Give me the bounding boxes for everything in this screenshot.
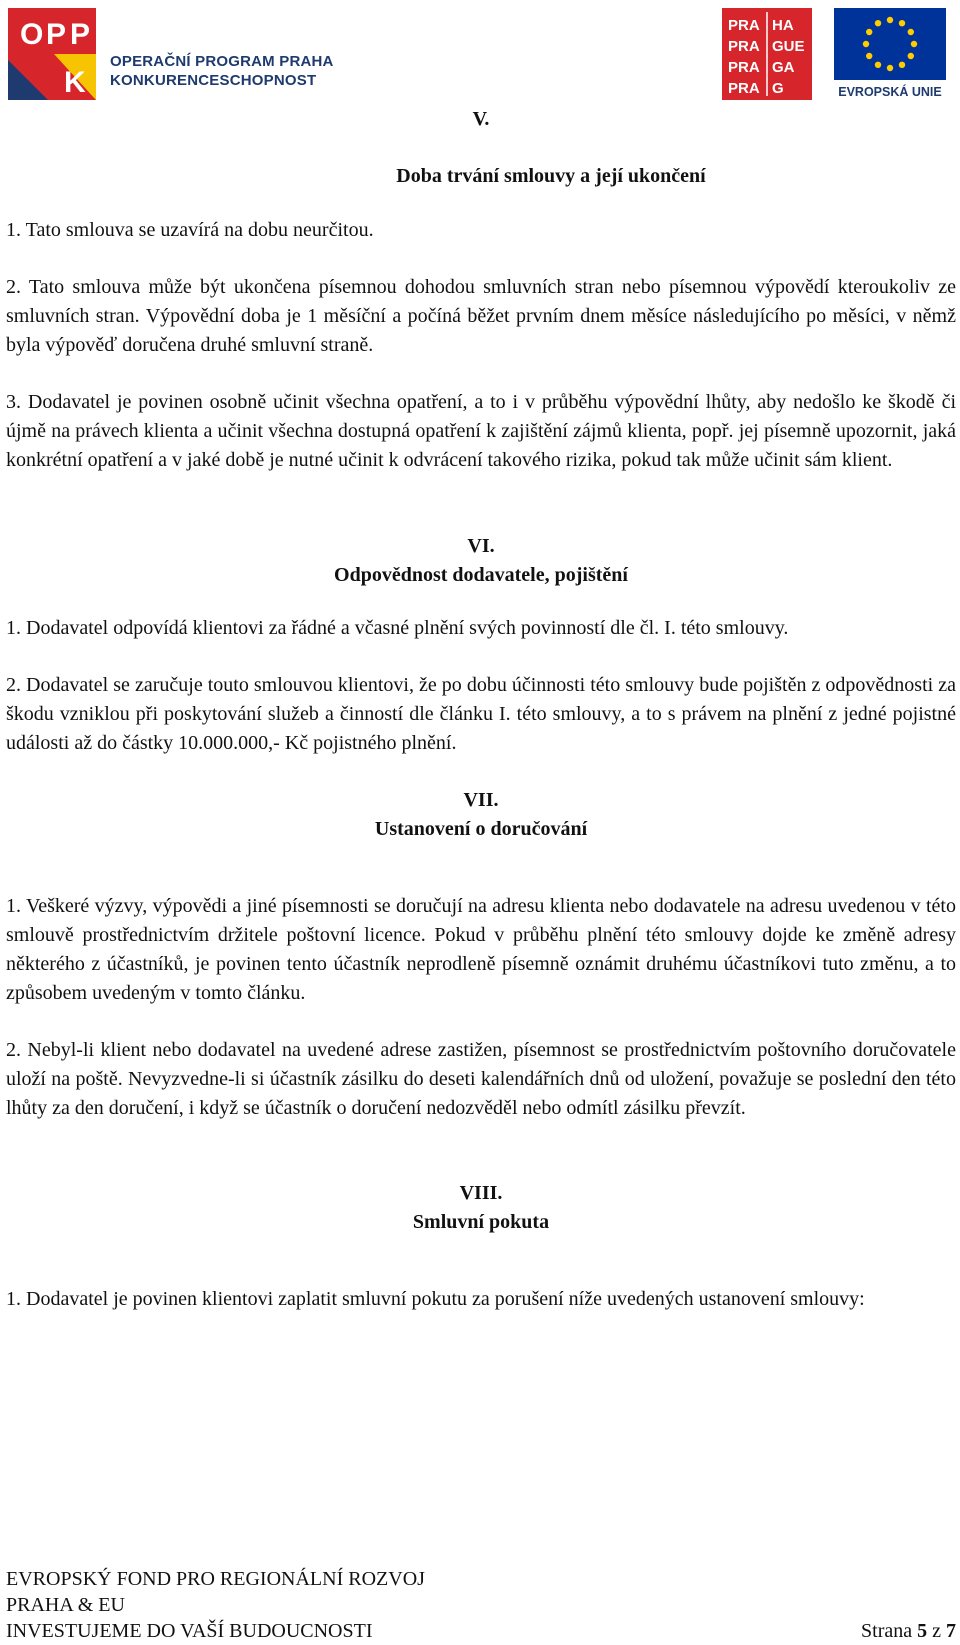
page-header — [0, 0, 960, 110]
praha-cell: GUE — [772, 38, 805, 55]
section-7-paragraph-1: 1. Veškeré výzvy, výpovědi a jiné písemnosti se doručují na adresu klienta nebo dodavatele na adresu uvedenou v této smlouvě prostřednictvím držitele poštovní licence. Pokud v průběhu plnění této smlouvy dojde ke změně adresy některého z účastníků, je povinen tento účastník neprodleně písemně oznámit druhému účastníkovi tuto změnu, a to způsobem uvedeným v tomto článku. — [6, 895, 956, 1004]
eu-flag-logo — [830, 8, 950, 100]
section-5-paragraph-3: 3. Dodavatel je povinen osobně učinit všechna opatření, a to i v průběhu výpovědní lhůty, aby nedošlo ke škodě či újmě na právech klienta a učinit všechna dostupná opatření k zajištění zájmů klienta, popř. jej písemně upozornit, jaká konkrétní opatření a v jaké době je nutné učinit k odvrácení takového rizika, pokud tak může učinit sám klient. — [6, 391, 956, 471]
opp-line-1: OPERAČNÍ PROGRAM PRAHA — [110, 53, 334, 70]
document-body — [6, 105, 956, 1314]
page-number — [861, 1618, 956, 1644]
section-5-title: Doba trvání smlouvy a její ukončení — [396, 165, 706, 187]
opp-letter-p1: P — [46, 18, 67, 51]
page-footer — [6, 1566, 956, 1644]
section-7-paragraph-2: 2. Nebyl-li klient nebo dodavatel na uvedené adrese zastižen, písemnost se prostřednictvím poštovního doručovatele uloží na poště. Nevyzvedne-li si účastník zásilku do deseti kalendářních dnů od uložení, považuje se poslední den této lhůty za den doručení, i když se účastník o doručení nedozvěděl nebo odmítl zásilku převzít. — [6, 1039, 956, 1119]
section-7-title: Ustanovení o doručování — [374, 818, 588, 840]
section-8-number: VIII. — [459, 1182, 503, 1204]
opp-logo — [8, 8, 96, 100]
page-separator: z — [927, 1620, 946, 1642]
opp-program-name — [110, 52, 334, 90]
page-total: 7 — [946, 1620, 956, 1642]
section-8-title: Smluvní pokuta — [412, 1211, 550, 1233]
section-5-paragraph-2: 2. Tato smlouva může být ukončena písemnou dohodou smluvních stran nebo písemnou výpovědí kteroukoliv ze smluvních stran. Výpovědní doba je 1 měsíční a počíná běžet prvním dnem měsíce následujícího po měsíci, v němž byla výpověď doručena druhé smluvní straně. — [6, 276, 956, 356]
praha-logo — [722, 8, 812, 100]
section-6-paragraph-1: 1. Dodavatel odpovídá klientovi za řádné a včasné plnění svých povinností dle čl. I. této smlouvy. — [6, 617, 789, 639]
praha-cell: HA — [772, 17, 794, 34]
praha-cell: GA — [772, 59, 795, 76]
section-6-title: Odpovědnost dodavatele, pojištění — [334, 564, 628, 586]
praha-cell: PRA — [728, 80, 760, 97]
opp-letter-o: O — [20, 18, 44, 51]
opp-letter-p2: P — [70, 18, 91, 51]
opp-line-2: KONKURENCESCHOPNOST — [110, 72, 317, 89]
footer-line-3: INVESTUJEME DO VAŠÍ BUDOUCNOSTI — [6, 1620, 373, 1642]
opp-letter-k: K — [64, 66, 86, 99]
praha-cell: PRA — [728, 38, 760, 55]
section-6-paragraph-2: 2. Dodavatel se zaručuje touto smlouvou klientovi, že po dobu účinnosti této smlouvy bude pojištěn z odpovědnosti za škodu vzniklou při poskytování služeb a činností dle článku I. této smlouvy, a to s právem na plnění z jedné pojistné události až do částky 10.000.000,- Kč pojistného plnění. — [6, 674, 956, 754]
praha-cell: PRA — [728, 17, 760, 34]
section-5-paragraph-1: 1. Tato smlouva se uzavírá na dobu neurčitou. — [6, 219, 374, 241]
section-8-paragraph-1: 1. Dodavatel je povinen klientovi zaplatit smluvní pokutu za porušení níže uvedených ustanovení smlouvy: — [6, 1288, 865, 1310]
footer-line-2: PRAHA & EU — [6, 1594, 125, 1616]
page-current: 5 — [917, 1620, 928, 1642]
eu-label: EVROPSKÁ UNIE — [838, 85, 942, 99]
section-7-number: VII. — [463, 789, 499, 811]
section-5-number: V. — [472, 108, 490, 130]
praha-cell: G — [772, 80, 784, 97]
page-prefix: Strana — [861, 1620, 918, 1642]
section-6-number: VI. — [467, 535, 495, 557]
footer-line-1: EVROPSKÝ FOND PRO REGIONÁLNÍ ROZVOJ — [6, 1568, 425, 1590]
praha-cell: PRA — [728, 59, 760, 76]
